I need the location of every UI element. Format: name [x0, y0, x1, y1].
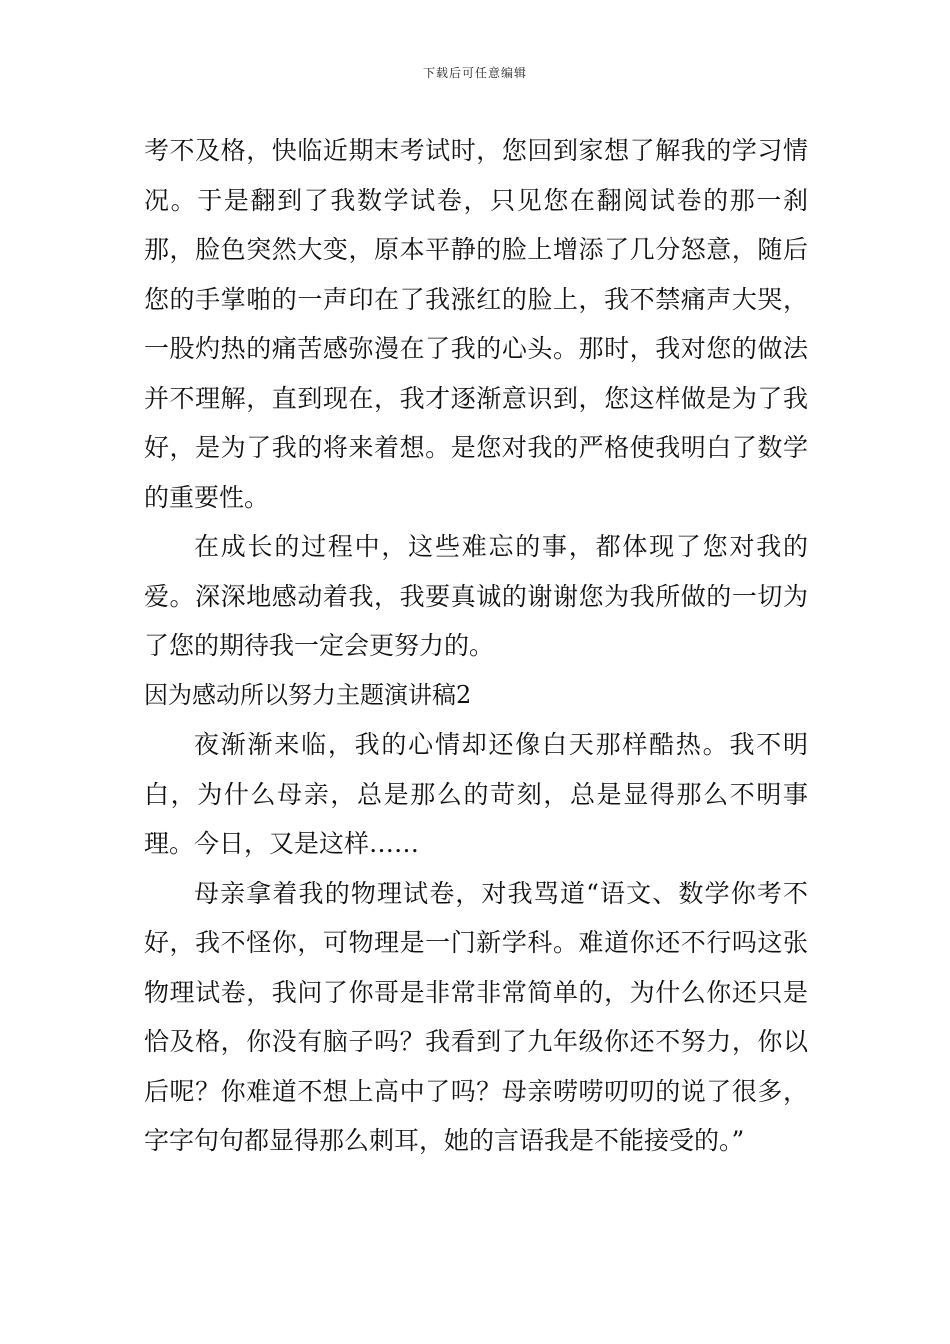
document-body — [144, 126, 808, 1166]
paragraph-3: 夜渐渐来临，我的心情却还像白天那样酷热。我不明白，为什么母亲，总是那么的苛刻，总是显得那么不明事理。今日，又是这样…… — [144, 730, 808, 858]
section-title: 因为感动所以努力主题演讲稿2 — [144, 680, 472, 709]
page-header-note: 下载后可任意编辑 — [422, 66, 527, 80]
paragraph-1: 考不及格，快临近期末考试时，您回到家想了解我的学习情况。于是翻到了我数学试卷，只见您在翻阅试卷的那一刹那，脸色突然大变，原本平静的脸上增添了几分怒意，随后您的手掌啪的一声印在了我涨红的脸上，我不禁痛声大哭，一股灼热的痛苦感弥漫在了我的心头。那时，我对您的做法并不理解，直到现在，我才逐渐意识到，您这样做是为了我好，是为了我的将来着想。是您对我的严格使我明白了数学的重要性。 — [144, 136, 808, 512]
paragraph-4: 母亲拿着我的物理试卷，对我骂道“语文、数学你考不好，我不怪你，可物理是一门新学科。难道你还不行吗这张物理试卷，我问了你哥是非常非常简单的，为什么你还只是恰及格，你没有脑子吗？我看到了九年级你还不努力，你以后呢？你难道不想上高中了吗？母亲唠唠叨叨的说了很多，字字句句都显得那么刺耳，她的言语我是不能接受的。” — [144, 878, 808, 1155]
paragraph-2: 在成长的过程中，这些难忘的事，都体现了您对我的爱。深深地感动着我，我要真诚的谢谢您为我所做的一切为了您的期待我一定会更努力的。 — [144, 532, 808, 660]
